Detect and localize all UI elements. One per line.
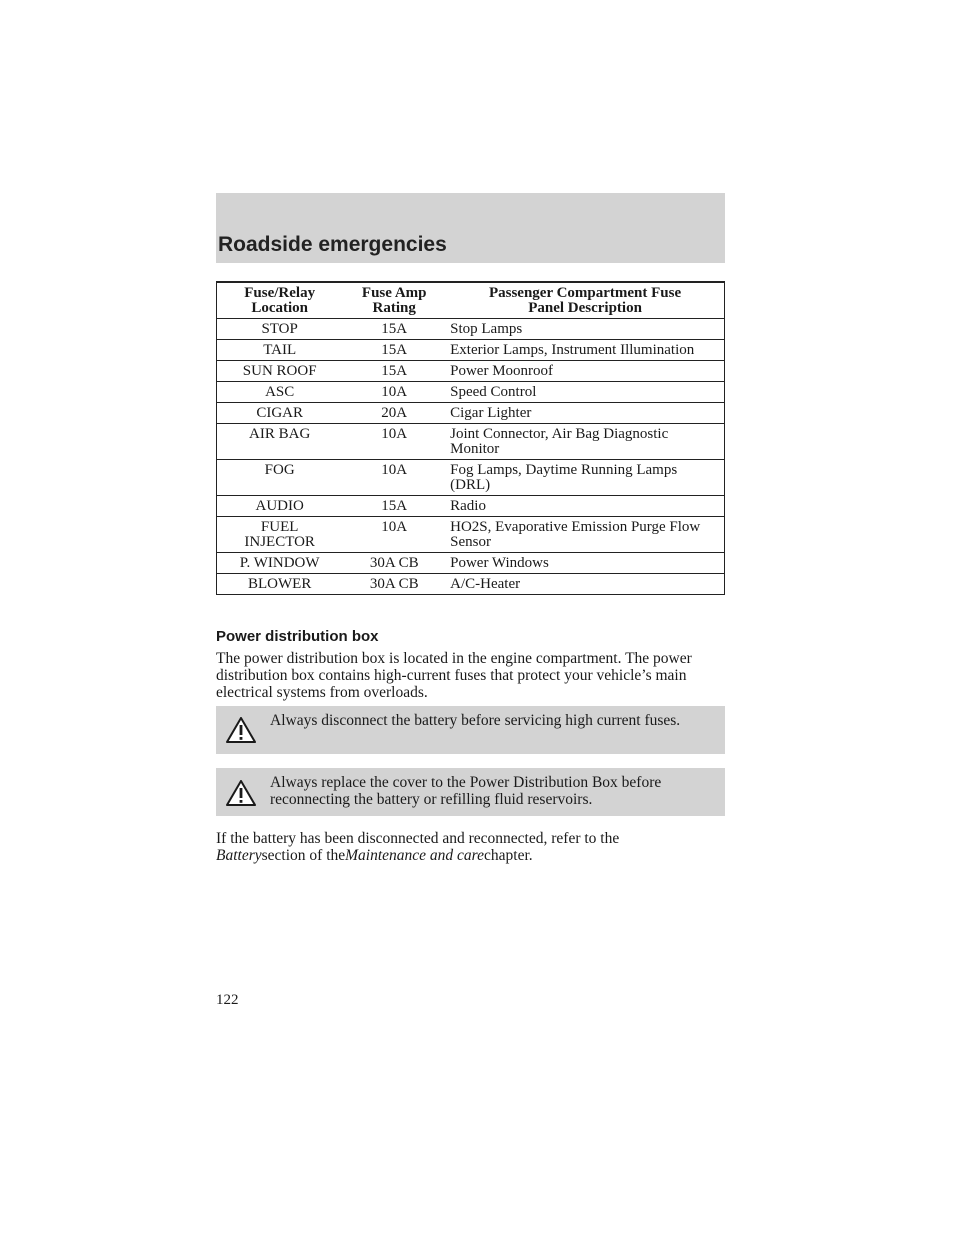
warning-box (216, 768, 725, 816)
fuse-location-cell: STOP (217, 319, 343, 340)
fuse-rating-cell: 30A CB (342, 553, 446, 574)
reference-line-1: If the battery has been disconnected and reconnected, refer to the (216, 830, 620, 847)
fuse-description-cell: Exterior Lamps, Instrument Illumination (446, 340, 724, 361)
fuse-rating-cell: 10A (342, 382, 446, 403)
chapter-reference: Maintenance and care (345, 847, 485, 864)
fuse-location-cell: CIGAR (217, 403, 343, 424)
warning-triangle-icon (226, 717, 256, 743)
fuse-location-cell: SUN ROOF (217, 361, 343, 382)
page-number: 122 (216, 992, 239, 1008)
fuse-description-cell: Power Windows (446, 553, 724, 574)
fuse-description-cell: Power Moonroof (446, 361, 724, 382)
intro-paragraph: The power distribution box is located in the engine compartment. The power distribution box contains high-current fuses that protect your vehicle’s main electrical systems from overloads. (216, 650, 692, 701)
fuse-rating-cell: 15A (342, 319, 446, 340)
fuse-description-cell: Fog Lamps, Daytime Running Lamps (DRL) (446, 460, 724, 496)
battery-reference: Battery (216, 847, 262, 864)
table-row (217, 403, 725, 424)
fuse-location-cell: BLOWER (217, 574, 343, 595)
table-row (217, 574, 725, 595)
fuse-location-cell: ASC (217, 382, 343, 403)
table-row (217, 361, 725, 382)
fuse-description-cell: Speed Control (446, 382, 724, 403)
section-heading: Power distribution box (216, 628, 379, 645)
table-row (217, 496, 725, 517)
table-row (217, 517, 725, 553)
fuse-table (216, 281, 725, 595)
fuse-location-cell: FOG (217, 460, 343, 496)
header-rating: Fuse Amp Rating (342, 282, 446, 319)
warning-text: Always replace the cover to the Power Distribution Box before reconnecting the battery or refilling fluid reservoirs. (270, 774, 662, 808)
warning-text: Always disconnect the battery before servicing high current fuses. (270, 712, 681, 729)
fuse-rating-cell: 15A (342, 340, 446, 361)
fuse-rating-cell: 20A (342, 403, 446, 424)
table-row (217, 424, 725, 460)
fuse-description-cell: Joint Connector, Air Bag Diagnostic Monitor (446, 424, 724, 460)
fuse-rating-cell: 10A (342, 424, 446, 460)
fuse-description-cell: Cigar Lighter (446, 403, 724, 424)
table-header-row (217, 282, 725, 319)
table-row (217, 382, 725, 403)
fuse-location-cell: P. WINDOW (217, 553, 343, 574)
table-row (217, 340, 725, 361)
table-row (217, 319, 725, 340)
warning-triangle-icon (226, 780, 256, 806)
fuse-rating-cell: 10A (342, 517, 446, 553)
fuse-rating-cell: 10A (342, 460, 446, 496)
table-row (217, 460, 725, 496)
warning-box (216, 706, 725, 754)
fuse-rating-cell: 15A (342, 496, 446, 517)
reference-paragraph (216, 830, 726, 864)
fuse-location-cell: TAIL (217, 340, 343, 361)
fuse-description-cell: Stop Lamps (446, 319, 724, 340)
fuse-description-cell: A/C-Heater (446, 574, 724, 595)
header-location: Fuse/Relay Location (217, 282, 343, 319)
fuse-location-cell: AIR BAG (217, 424, 343, 460)
fuse-rating-cell: 15A (342, 361, 446, 382)
reference-connector: section of the (261, 847, 346, 864)
table-row (217, 553, 725, 574)
fuse-rating-cell: 30A CB (342, 574, 446, 595)
reference-end: chapter. (484, 847, 533, 864)
fuse-description-cell: Radio (446, 496, 724, 517)
fuse-description-cell: HO2S, Evaporative Emission Purge Flow Sensor (446, 517, 724, 553)
chapter-title: Roadside emergencies (218, 233, 447, 256)
fuse-location-cell: AUDIO (217, 496, 343, 517)
header-description: Passenger Compartment Fuse Panel Description (446, 282, 724, 319)
fuse-location-cell: FUEL INJECTOR (217, 517, 343, 553)
